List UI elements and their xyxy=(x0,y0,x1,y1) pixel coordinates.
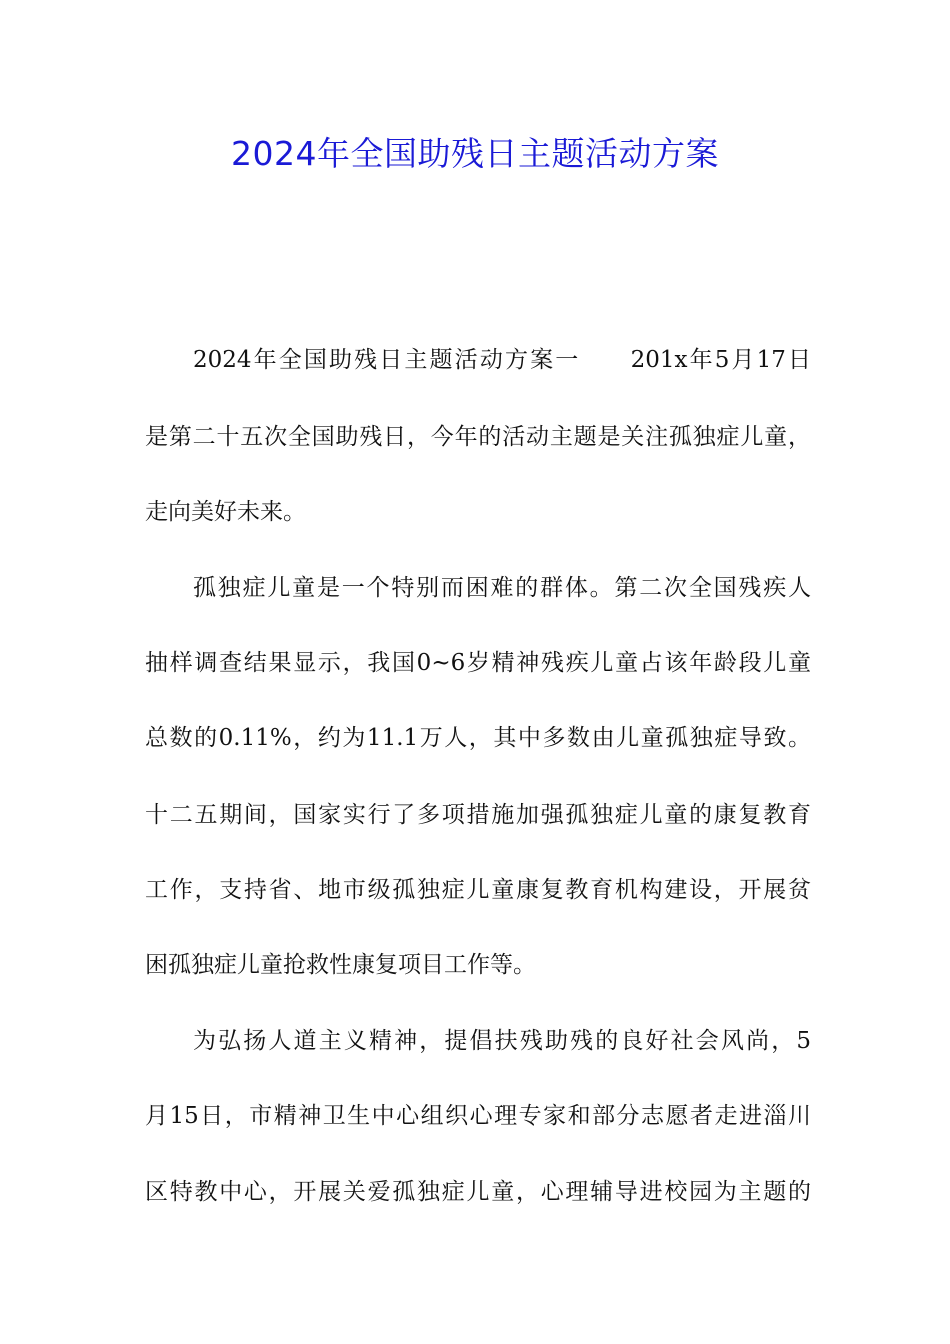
paragraph-3-line-1: 为弘扬人道主义精神，提倡扶残助残的良好社会风尚，5 xyxy=(193,1028,811,1054)
paragraph-2-line-5: 工作，支持省、地市级孤独症儿童康复教育机构建设，开展贫 xyxy=(145,877,811,903)
paragraph-2-line-6: 困孤独症儿童抢救性康复项目工作等。 xyxy=(145,952,536,978)
paragraph-2-line-2: 抽样调查结果显示，我国0~6岁精神残疾儿童占该年龄段儿童 xyxy=(145,650,811,676)
paragraph-3-line-3: 区特教中心，开展关爱孤独症儿童，心理辅导进校园为主题的 xyxy=(145,1179,811,1205)
document-title: 2024年全国助残日主题活动方案 xyxy=(231,134,719,173)
paragraph-1-line-1: 2024年全国助残日主题活动方案一 201x年5月17日 xyxy=(193,347,811,373)
paragraph-2-line-4: 十二五期间，国家实行了多项措施加强孤独症儿童的康复教育 xyxy=(145,802,811,828)
paragraph-1-line-2: 是第二十五次全国助残日，今年的活动主题是关注孤独症儿童， xyxy=(145,424,811,450)
paragraph-1-line-3: 走向美好未来。 xyxy=(145,499,306,525)
paragraph-2-line-1: 孤独症儿童是一个特别而困难的群体。第二次全国残疾人 xyxy=(193,575,811,601)
paragraph-3-line-2: 月15日，市精神卫生中心组织心理专家和部分志愿者走进淄川 xyxy=(145,1103,811,1129)
paragraph-2-line-3: 总数的0.11%，约为11.1万人，其中多数由儿童孤独症导致。 xyxy=(145,725,811,751)
